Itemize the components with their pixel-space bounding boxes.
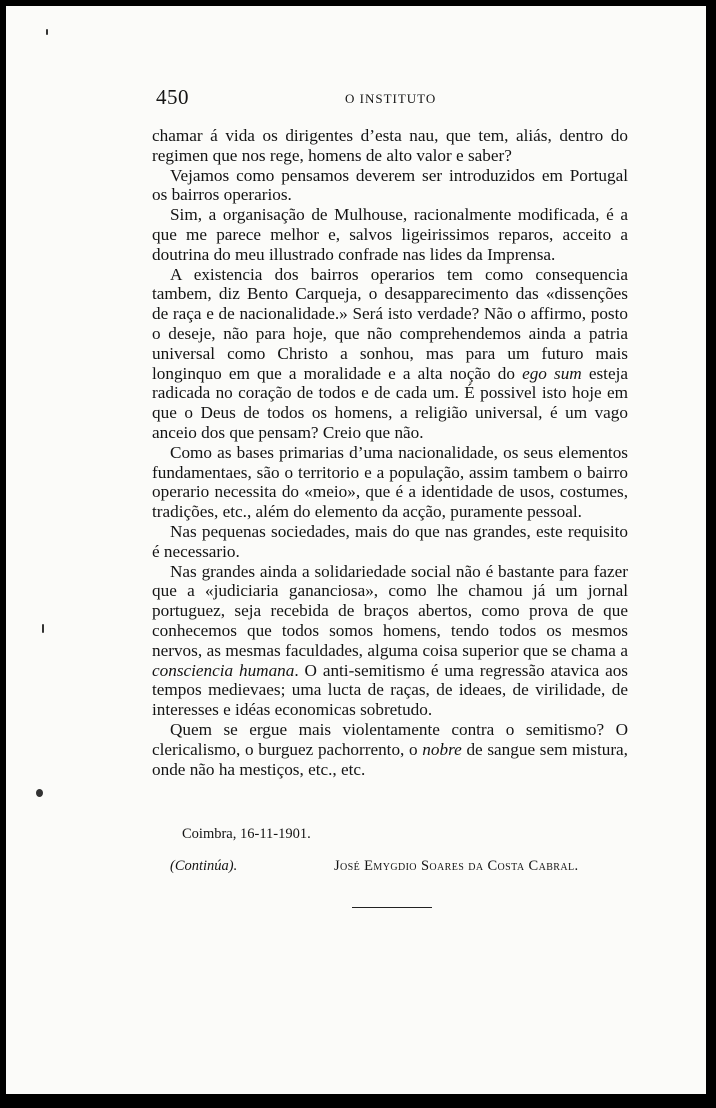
- paragraph: Nas grandes ainda a solidariedade social não é bastante para fazer que a «judiciaria gananciosa», como lhe chamou já um jornal portuguez, seja recebida de braços abertos, como prova de que conhecemos que todos somos homens, tendo todos os mesmos nervos, as mesmas faculdades, alguma coisa superior que se chama a consciencia humana. O anti-semitismo é uma regressão atavica aos tempos medievaes; uma lucta de raças, de ideaes, de virilidade, de interesses e idéas economicas sobretudo.: [152, 561, 628, 720]
- paragraph: Como as bases primarias d’uma nacionalidade, os seus elementos fundamentaes, são o territorio e a população, assim tambem o bairro operario necessita do «meio», que é a identidade de usos, costumes, tradições, etc., além do elemento da acção, puramente pessoal.: [152, 442, 628, 522]
- book-page: [6, 6, 706, 1094]
- page-number: 450: [156, 85, 189, 109]
- dateline: Coimbra, 16-11-1901.: [182, 826, 311, 842]
- paragraph: A existencia dos bairros operarios tem como consequencia tambem, diz Bento Carqueja, o desapparecimento das «dissenções de raça e de nacionalidade.» Será isto verdade? Não o affirmo, posto o deseje, não para hoje, que não comprehendemos ainda a patria universal como Christo a sonhou, mas para um futuro mais longinquo em que a moralidade e a alta noção do ego sum esteja radicada no coração de todos e de cada um. É possivel isto hoje em que o Deus de todos os homens, a religião universal, é um vago anceio dos que pensam? Creio que não.: [152, 264, 628, 442]
- ink-speck: [42, 624, 44, 633]
- body-text: [152, 126, 628, 779]
- paragraph: Vejamos como pensamos deverem ser introduzidos em Portugal os bairros operarios.: [152, 165, 628, 205]
- paragraph: Nas pequenas sociedades, mais do que nas grandes, este requisito é necessario.: [152, 521, 628, 561]
- ink-speck: [46, 29, 48, 35]
- paragraph: Sim, a organisação de Mulhouse, racionalmente modificada, é a que me parece melhor e, salvos ligeirissimos reparos, acceito a doutrina do meu illustrado confrade nas lides da Imprensa.: [152, 205, 628, 264]
- ink-speck: [36, 789, 43, 797]
- page-header: [150, 85, 630, 109]
- author-name: José Emygdio Soares da Costa Cabral.: [334, 858, 579, 874]
- running-title: O INSTITUTO: [345, 91, 437, 106]
- paragraph: chamar á vida os dirigentes d’esta nau, que tem, aliás, dentro do regimen que nos rege, homens de alto valor e saber?: [152, 126, 628, 165]
- paragraph: Quem se ergue mais violentamente contra o semitismo? O clericalismo, o burguez pachorrento, o nobre de sangue sem mistura, onde não ha mestiços, etc., etc.: [152, 719, 628, 779]
- closing-rule: [352, 907, 432, 908]
- continua-note: (Continúa).: [170, 858, 238, 874]
